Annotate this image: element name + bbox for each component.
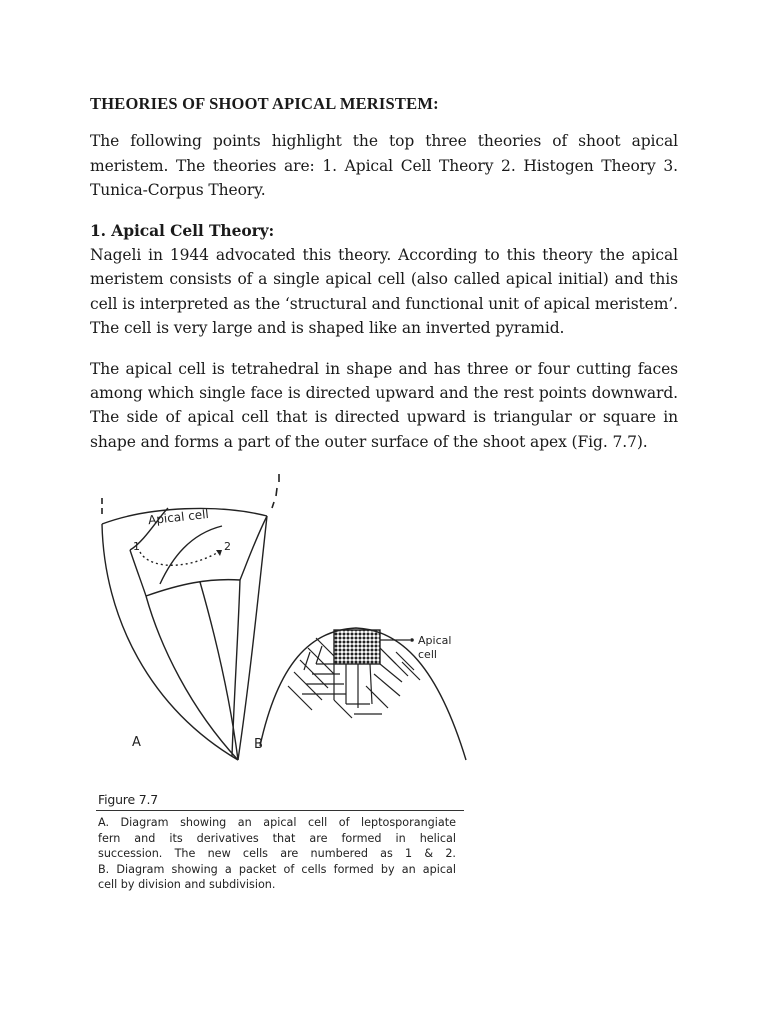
figure-label: Figure 7.7 — [98, 792, 159, 807]
diagram-a-arrow-head — [216, 550, 222, 556]
diagram-a-panel-label: A — [132, 735, 141, 750]
caption-line-5: cell by division and subdivision. — [98, 878, 276, 892]
diagram-a-broken-right-top — [272, 474, 279, 508]
diagram-a-spiral-arrow — [140, 550, 222, 565]
document-title: THEORIES OF SHOOT APICAL MERISTEM: — [90, 94, 439, 113]
section-paragraph-1: Nageli in 1944 advocated this theory. According to this theory the apical meristem consists of a single apical cell (also called apical initial) and this cell is interpreted as the ‘structural and functional unit of apical meristem’. The cell is very large and is shaped like an inverted pyramid. — [90, 246, 678, 338]
diagram-b-callout-line-2: cell — [418, 648, 437, 661]
diagram-a-cell-label: Apical cell — [147, 506, 210, 528]
caption-line-3: succession. The new cells are numbered as 1 & 2. — [98, 847, 456, 861]
diagram-b-callout-line-1: Apical — [418, 634, 452, 647]
caption-line-2: fern and its derivatives that are formed in helical — [98, 831, 456, 845]
caption-line-4: B. Diagram showing a packet of cells formed by an apical — [98, 862, 456, 876]
section-heading-apical-cell-theory: 1. Apical Cell Theory: — [90, 220, 275, 240]
diagram-a-cell-number-2: 2 — [224, 540, 231, 553]
intro-paragraph: The following points highlight the top three theories of shoot apical meristem. The theories are: 1. Apical Cell Theory 2. Histogen Theory 3. Tunica-Corpus Theory. — [90, 132, 678, 200]
diagram-a-inner-wall-3 — [232, 580, 240, 756]
caption-line-1: A. Diagram showing an apical cell of leptosporangiate — [98, 816, 456, 829]
diagram-b-panel-label: B — [254, 737, 263, 752]
figure-caption — [98, 815, 456, 893]
diagram-a-left-outline — [102, 524, 238, 760]
figure-7-7 — [90, 468, 470, 898]
diagram-a-apical-cell-base — [146, 580, 240, 596]
section-paragraph-2: The apical cell is tetrahedral in shape and has three or four cutting faces among which single face is directed upward and the rest points downward. The side of apical cell that is directed upward is triangular or square in shape and forms a part of the outer surface of the shoot apex (Fig. 7.7). — [90, 359, 678, 451]
diagram-a-cell-number-1: 1 — [133, 540, 140, 553]
figure-caption-divider — [96, 810, 464, 811]
diagram-a-right-outline — [238, 516, 267, 760]
diagram-a-inner-curve — [160, 526, 222, 584]
figure-diagrams — [90, 468, 470, 798]
diagram-b-apical-cell — [334, 630, 380, 664]
document-body — [90, 92, 678, 470]
